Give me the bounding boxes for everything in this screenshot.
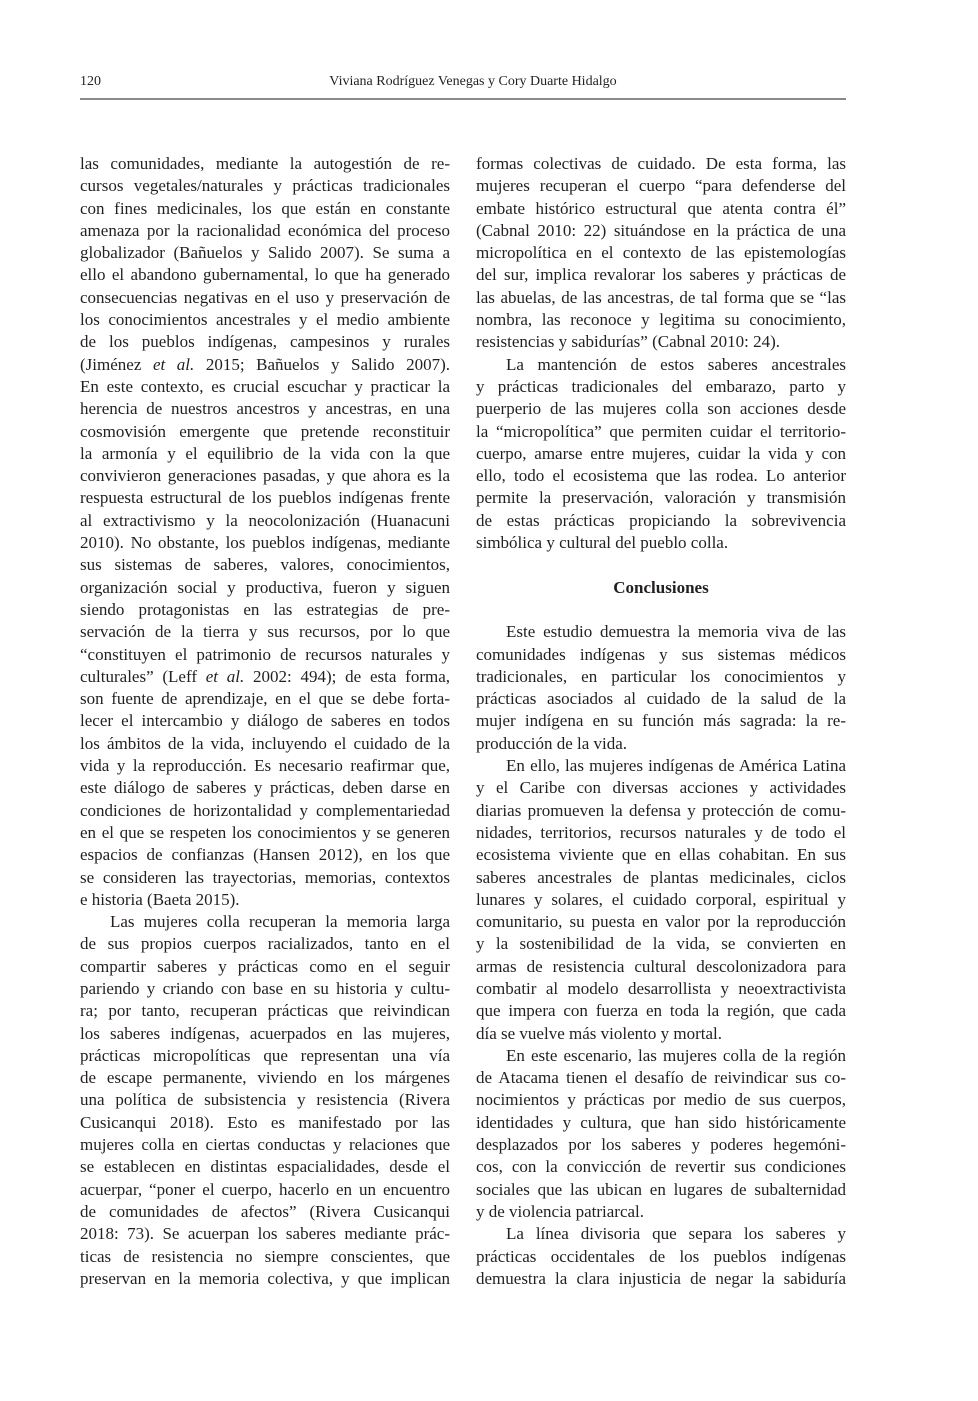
text-line: armas de resistencia cultural descolonizadora para <box>476 956 846 976</box>
text-line: del sur, implica revalorar los saberes y prácticas de <box>476 265 846 285</box>
text-line: de estas prácticas propiciando la sobrevivencia <box>476 510 846 530</box>
text-line: y el Caribe con diversas acciones y actividades <box>476 778 846 798</box>
page-header <box>80 74 846 98</box>
italic-text: et al. <box>205 666 245 686</box>
text-line: la armonía y el equilibrio de la vida con la que <box>80 443 450 463</box>
text-line: acuerpar, “poner el cuerpo, hacerlo en un encuentro <box>80 1179 450 1199</box>
text-line: sus sistemas de saberes, valores, conocimientos, <box>80 555 450 575</box>
text-line: siendo protagonistas en las estrategias de pre- <box>80 599 450 619</box>
text-line: e historia (Baeta 2015). <box>80 889 240 909</box>
text-line: ello el abandono gubernamental, lo que ha generado <box>80 265 450 285</box>
text-line: micropolítica en el contexto de las epistemologías <box>476 243 846 263</box>
left-column <box>80 153 450 1290</box>
text-line: día se vuelve más violento y mortal. <box>476 1023 722 1043</box>
text-line: ra; por tanto, recuperan prácticas que reivindican <box>80 1001 450 1021</box>
text-line: los ámbitos de la vida, incluyendo el cuidado de la <box>80 733 450 753</box>
text-line: en el que se respeten los conocimientos y se generen <box>80 822 450 842</box>
paragraph <box>476 1223 846 1290</box>
text-line: de comunidades de afectos” (Rivera Cusicanqui <box>80 1201 450 1221</box>
text-line: prácticas micropolíticas que representan una vía <box>80 1045 450 1065</box>
text-line: y la sostenibilidad de la vida, se convierten en <box>476 934 846 954</box>
text-line: las abuelas, de las ancestras, de tal forma que se “las <box>476 287 846 307</box>
text-line: de escape permanente, viviendo en los márgenes <box>80 1068 450 1088</box>
text-line: (Jiménez et al. 2015; Bañuelos y Salido 2007). <box>80 354 450 374</box>
text-line: mujeres recuperan el cuerpo “para defenderse del <box>476 176 846 196</box>
text-line: una política de subsistencia y resistencia (Rivera <box>80 1090 450 1110</box>
text-line: cuerpo, amarse entre mujeres, cuidar la vida y con <box>476 443 846 463</box>
text-line: condiciones de horizontalidad y complementariedad <box>80 800 450 820</box>
text-line: (Cabnal 2010: 22) situándose en la práctica de una <box>476 220 846 240</box>
text-line: permite la preservación, valoración y transmisión <box>476 488 846 508</box>
text-line: son fuente de aprendizaje, en el que se debe forta- <box>80 689 450 709</box>
text-line: respuesta estructural de los pueblos indígenas frente <box>80 488 450 508</box>
text-line: demuestra la clara injusticia de negar la sabiduría <box>476 1268 846 1288</box>
text-line: ticas de resistencia no siempre conscientes, que <box>80 1246 450 1266</box>
text-line: consecuencias negativas en el uso y preservación de <box>80 287 450 307</box>
text-line: espacios de confianzas (Hansen 2012), en los que <box>80 845 450 865</box>
text-line: resistencias y sabidurías” (Cabnal 2010: 24). <box>476 332 781 352</box>
text-line: puerperio de las mujeres colla son acciones desde <box>476 399 846 419</box>
text-line: los conocimientos ancestrales y el medio ambiente <box>80 310 450 330</box>
text-line: saberes ancestrales de plantas medicinales, ciclos <box>476 867 846 887</box>
text-line: prácticas asociados al cuidado de la salud de la <box>476 689 846 709</box>
text-line: sociales que las ubican en lugares de subalternidad <box>476 1179 846 1199</box>
text-line: los saberes indígenas, acuerpados en las mujeres, <box>80 1023 450 1043</box>
right-column <box>476 153 846 1290</box>
text-line: cosmovisión emergente que pretende reconstituir <box>80 421 450 441</box>
text-line: la “micropolítica” que permiten cuidar el territorio- <box>476 421 846 441</box>
spacer <box>476 599 846 621</box>
text-line: ecosistema viviente que en ellas cohabitan. En sus <box>476 845 846 865</box>
text-line: de los pueblos indígenas, campesinos y rurales <box>80 332 450 352</box>
text-line: con fines medicinales, los que están en constante <box>80 198 450 218</box>
text-line: lecer el intercambio y diálogo de saberes en todos <box>80 711 450 731</box>
text-line: servación de la tierra y sus recursos, por lo que <box>80 622 450 642</box>
text-line: diarias promueven la defensa y protección de comu- <box>476 800 846 820</box>
text-line: nocimientos y prácticas por medio de sus cuerpos, <box>476 1090 846 1110</box>
text-line: se consideren las trayectorias, memorias, contextos <box>80 867 450 887</box>
text-line: nombra, las reconoce y legitima su conocimiento, <box>476 310 846 330</box>
section-heading-conclusiones: Conclusiones <box>613 577 709 597</box>
text-line: simbólica y cultural del pueblo colla. <box>476 533 729 553</box>
text-line: este diálogo de saberes y prácticas, deben darse en <box>80 778 450 798</box>
text-line: culturales” (Leff et al. 2002: 494); de esta forma, <box>80 666 451 686</box>
text-line: y prácticas tradicionales del embarazo, parto y <box>476 376 846 396</box>
text-line: La mantención de estos saberes ancestrales <box>506 354 846 374</box>
text-line: prácticas occidentales de los pueblos indígenas <box>476 1246 846 1266</box>
text-line: pariendo y criando con base en su historia y cultu- <box>80 978 450 998</box>
text-line: “constituyen el patrimonio de recursos naturales y <box>80 644 450 664</box>
text-line: comunitario, su puesta en valor por la reproducción <box>476 912 846 932</box>
paragraph <box>476 354 846 555</box>
text-line: formas colectivas de cuidado. De esta forma, las <box>476 154 846 173</box>
text-line: En este contexto, es crucial escuchar y practicar la <box>80 376 450 396</box>
text-line: cursos vegetales/naturales y prácticas tradicionales <box>80 176 450 196</box>
italic-text: et al. <box>152 354 195 374</box>
text-line: organización social y productiva, fueron y siguen <box>80 577 450 597</box>
text-line: amenaza por la racionalidad económica del proceso <box>80 220 450 240</box>
spacer <box>476 554 846 576</box>
text-line: tradicionales, en particular los conocimientos y <box>476 666 846 686</box>
paragraph <box>80 153 450 911</box>
text-line: mujer indígena en su función más sagrada: la re- <box>476 711 846 731</box>
text-line: cos, con la convicción de revertir sus condiciones <box>476 1157 846 1177</box>
text-line: al extractivismo y la neocolonización (Huanacuni <box>80 510 450 530</box>
text-line: mujeres colla en ciertas conductas y relaciones que <box>80 1135 450 1155</box>
text-line: embate histórico estructural que atenta contra él” <box>476 198 846 218</box>
text-line: herencia de nuestros ancestros y ancestras, en una <box>80 399 450 419</box>
text-line: se establecen en distintas espacialidades, desde el <box>80 1157 450 1177</box>
text-line: que impera con fuerza en toda la región, que cada <box>476 1001 846 1021</box>
text-line: lunares y solares, el cuidado corporal, espiritual y <box>476 889 846 909</box>
text-line: producción de la vida. <box>476 733 628 753</box>
paragraph <box>476 621 846 755</box>
paragraph <box>80 911 450 1290</box>
text-line: globalizador (Bañuelos y Salido 2007). Se suma a <box>80 243 450 263</box>
text-line: En este escenario, las mujeres colla de la región <box>506 1045 846 1065</box>
text-line: convivieron generaciones pasadas, y que ahora es la <box>80 466 450 486</box>
text-line: las comunidades, mediante la autogestión de re- <box>80 154 450 173</box>
text-line: de sus propios cuerpos racializados, tanto en el <box>80 934 450 954</box>
text-line: ello, todo el ecosistema que las rodea. Lo anterior <box>476 466 846 486</box>
text-line: 2010). No obstante, los pueblos indígenas, mediante <box>80 533 450 553</box>
text-line: desplazados por los saberes y poderes hegemóni- <box>476 1135 846 1155</box>
text-line: de Atacama tienen el desafío de reivindicar sus co- <box>476 1068 846 1088</box>
text-line: y de violencia patriarcal. <box>476 1201 645 1221</box>
page-number: 120 <box>80 74 101 89</box>
text-line: Este estudio demuestra la memoria viva de las <box>506 622 846 642</box>
paragraph <box>476 153 846 354</box>
running-head-authors: Viviana Rodríguez Venegas y Cory Duarte Hidalgo <box>329 74 617 89</box>
text-line: comunidades indígenas y sus sistemas médicos <box>476 644 846 664</box>
text-line: La línea divisoria que separa los saberes y <box>506 1224 846 1244</box>
text-line: nidades, territorios, recursos naturales y de todo el <box>476 822 846 842</box>
text-line: vida y la reproducción. Es necesario reafirmar que, <box>80 756 450 776</box>
text-line: combatir al modelo desarrollista y neoextractivista <box>476 978 846 998</box>
paragraph <box>476 1045 846 1223</box>
text-line: identidades y cultura, que han sido históricamente <box>476 1112 846 1132</box>
text-line: En ello, las mujeres indígenas de América Latina <box>506 756 846 776</box>
text-line: compartir saberes y prácticas como en el seguir <box>80 956 450 976</box>
header-rule <box>80 98 846 100</box>
paragraph <box>476 755 846 1045</box>
text-line: 2018: 73). Se acuerpan los saberes mediante prác- <box>80 1224 450 1244</box>
text-line: Cusicanqui 2018). Esto es manifestado por las <box>80 1112 450 1132</box>
text-line: preservan en la memoria colectiva, y que implican <box>80 1268 450 1288</box>
text-line: Las mujeres colla recuperan la memoria larga <box>110 912 450 932</box>
